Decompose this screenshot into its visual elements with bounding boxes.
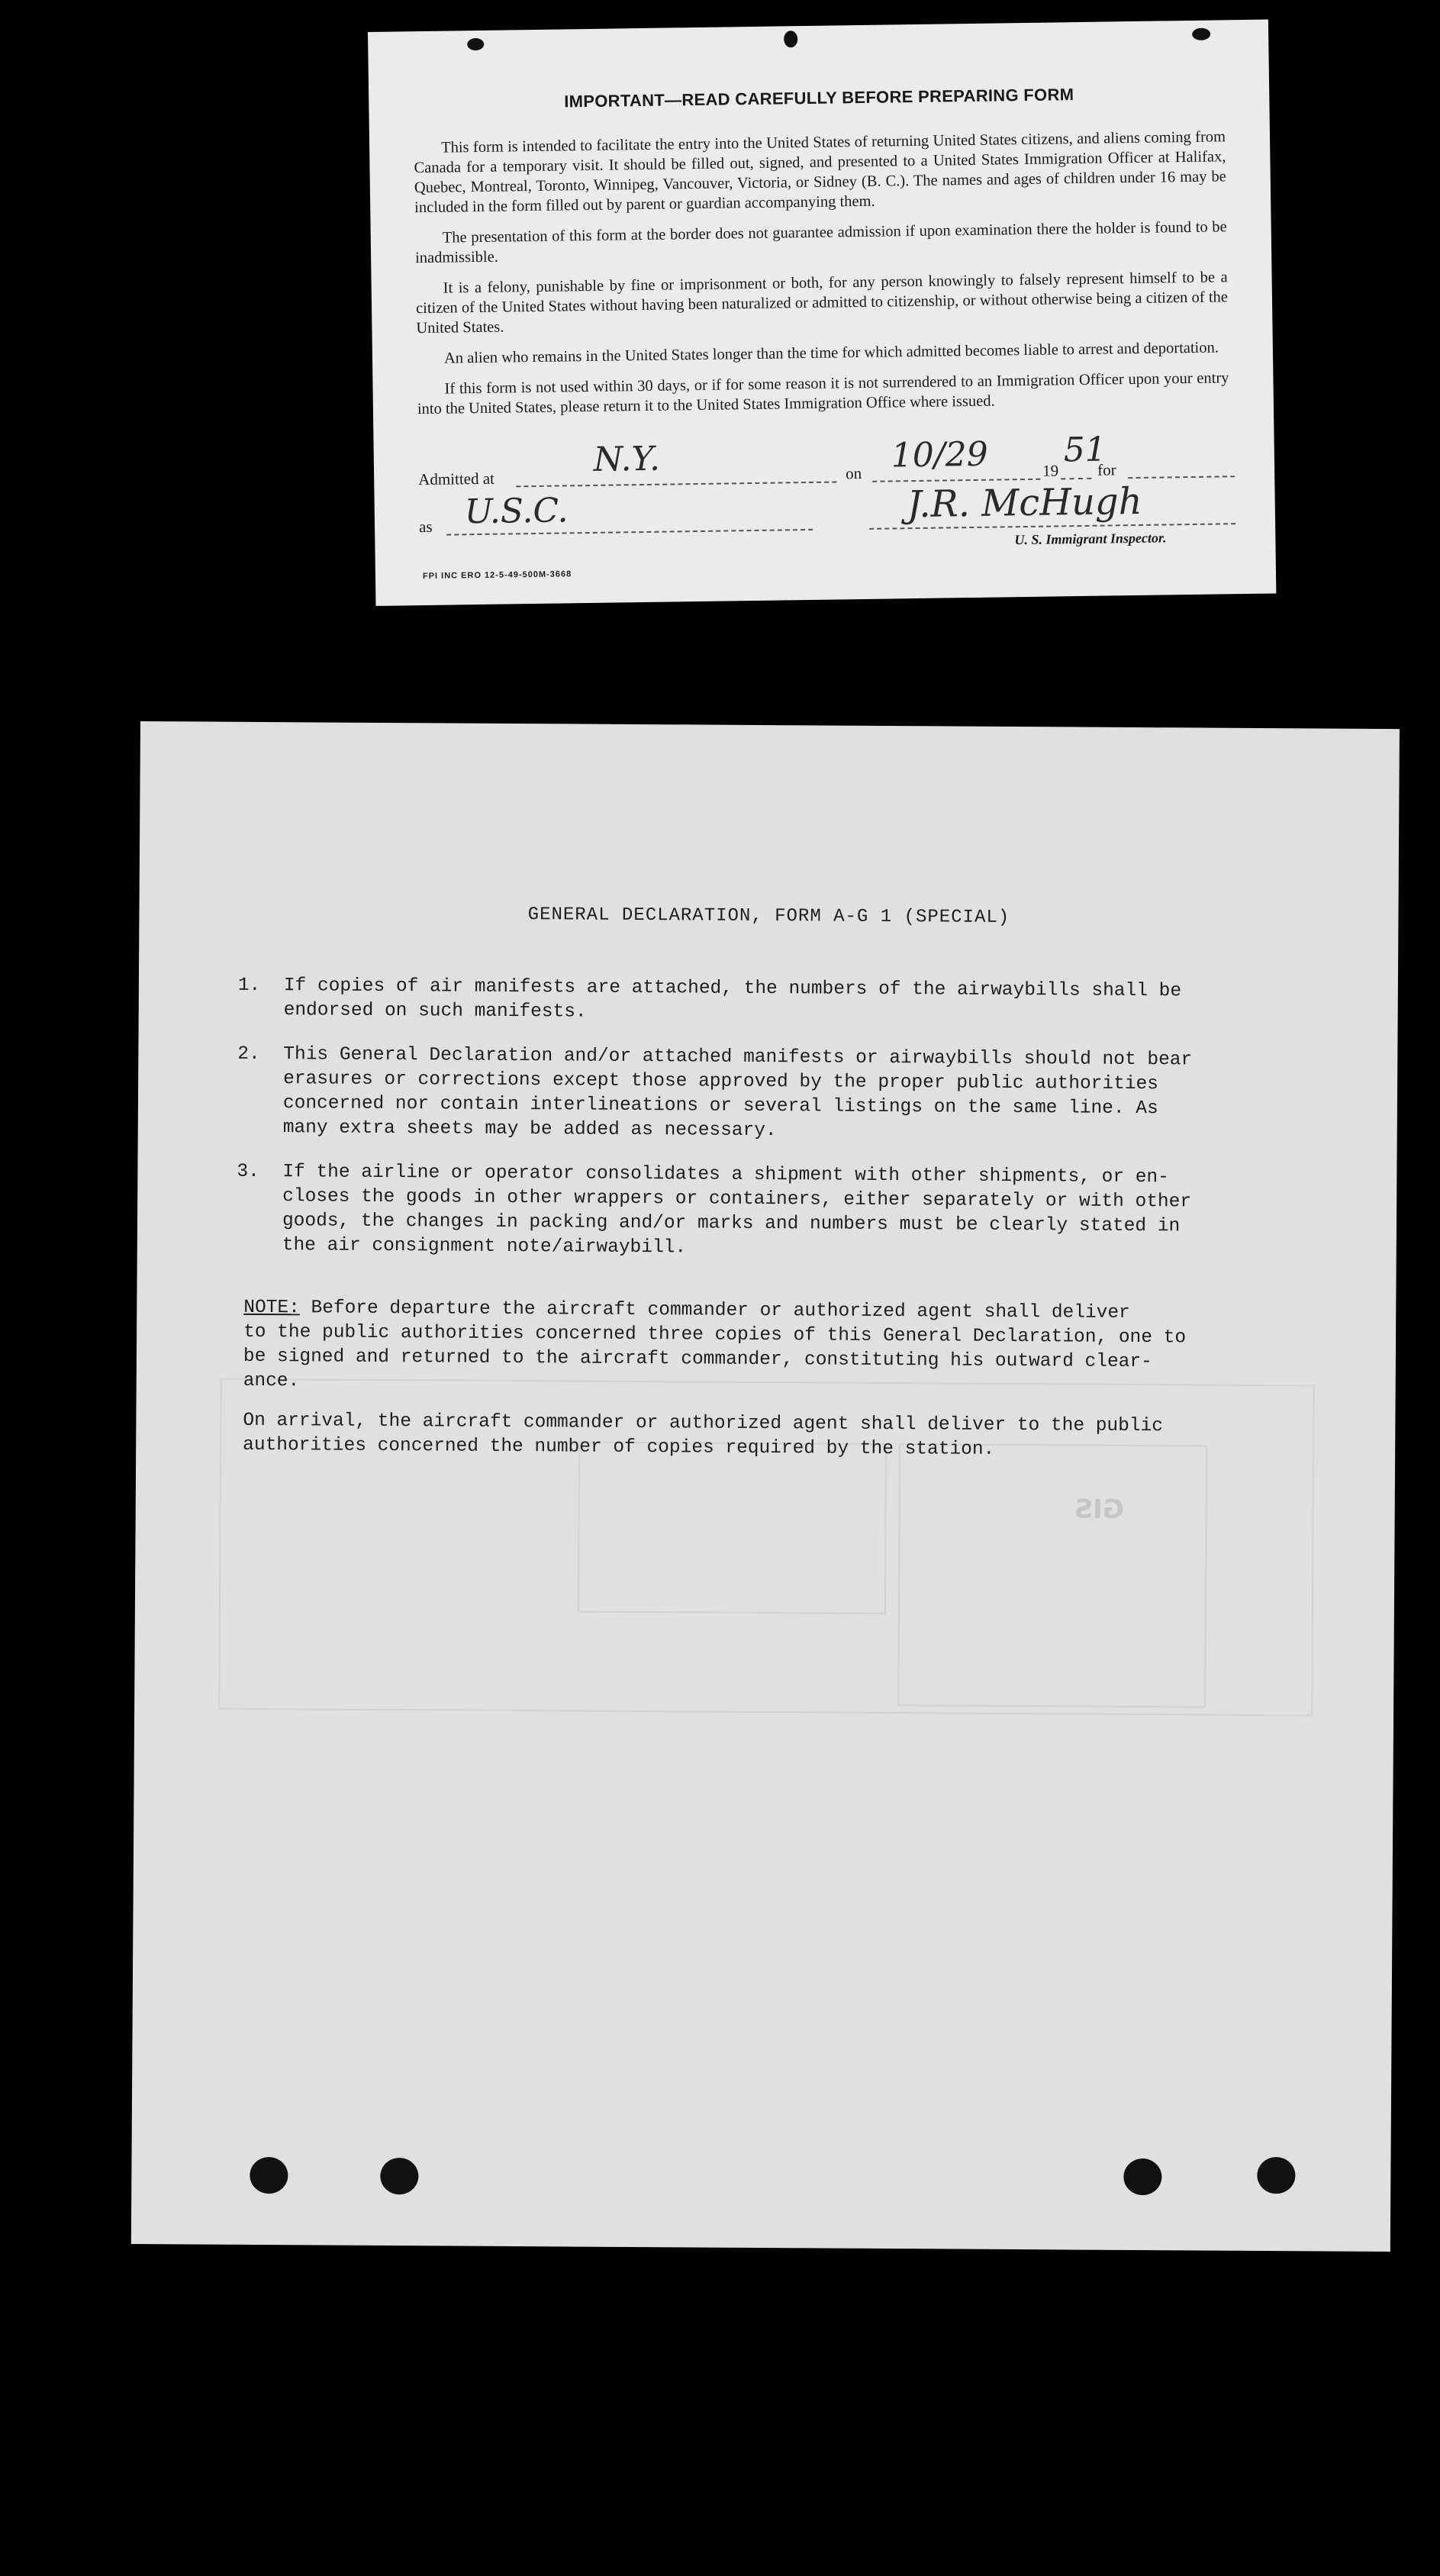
list-item — [237, 1160, 1268, 1264]
item-text: If the airline or operator consolidates a shipment with other shipments, or en- closes the goods in other wrappers or containers, either separately or with other goods, the changes in packing and/or marks and numbers must be clearly stated in the air consignment note/airwaybill. — [282, 1162, 1192, 1259]
list-item — [238, 974, 1268, 1029]
declaration-title: GENERAL DECLARATION, FORM A-G 1 (SPECIAL) — [527, 904, 1010, 928]
item-text: This General Declaration and/or attached manifests or airwaybills should not bear erasures or corrections except those approved by the proper public authorities concerned nor contain interlineations or several listings on the same line. As many extra sheets may be added as necessary. — [282, 1044, 1193, 1142]
arrival-paragraph: On arrival, the aircraft commander or authorized agent shall deliver to the public authorities concerned the number of copies required by the station. — [243, 1410, 1164, 1460]
admitted-at-line — [516, 481, 836, 487]
punch-hole — [1123, 2158, 1161, 2195]
instruction-paragraph: If this form is not used within 30 days, or if for some reason it is not surrendered to an Immigration Officer upon your entry into the United States, please return it to the United States Immigration Office where issued. — [417, 369, 1229, 418]
as-value: U.S.C. — [464, 491, 569, 532]
year-prefix: 19 — [1042, 461, 1059, 480]
punch-hole — [1257, 2157, 1295, 2194]
card-title: IMPORTANT—READ CAREFULLY BEFORE PREPARING FORM — [564, 85, 1074, 111]
punch-hole — [784, 31, 797, 47]
card-instructions — [414, 127, 1229, 430]
year-value: 51 — [1063, 430, 1107, 470]
on-label: on — [845, 464, 862, 483]
item-number: 3. — [237, 1161, 259, 1182]
item-text: If copies of air manifests are attached, the numbers of the airwaybills shall be endorsed on such manifests. — [283, 975, 1182, 1023]
punch-hole — [467, 38, 484, 50]
inspector-label: U. S. Immigrant Inspector. — [1014, 530, 1167, 548]
item-number: 2. — [237, 1043, 260, 1065]
list-item — [237, 1043, 1268, 1146]
instruction-paragraph: This form is intended to facilitate the entry into the United States of returning United States citizens, and aliens coming from Canada for a temporary visit. It should be filled out, signed, and presented to a United States Immigration Officer at Halifax, Quebec, Montreal, Toronto, Winnipeg, Vancouver, Victoria, or Sidney (B. C.). The names and ages of children under 16 may be included in the form filled out by parent or guardian accompanying them. — [414, 128, 1226, 217]
date-value: 10/29 — [891, 434, 988, 476]
note-paragraph — [243, 1296, 1290, 1400]
admitted-at-value: N.Y. — [593, 439, 661, 479]
print-code: FPI INC ERO 12-5-49-500M-3668 — [422, 569, 572, 582]
note-label: NOTE: — [243, 1297, 300, 1319]
year-line — [1061, 478, 1091, 480]
immigration-card — [368, 20, 1276, 606]
punch-hole — [380, 2158, 418, 2194]
inspector-signature: J.R. McHugh — [907, 479, 1142, 527]
punch-hole — [1192, 28, 1210, 40]
bleed-through-box — [578, 1442, 887, 1614]
admitted-at-label: Admitted at — [418, 469, 495, 489]
punch-hole — [250, 2157, 288, 2194]
instruction-paragraph: It is a felony, punishable by fine or imprisonment or both, for any person knowingly to falsely represent himself to be a citizen of the United States without having been naturalized or admitted to citizenship, or without otherwise being a citizen of the United States. — [415, 269, 1229, 337]
bleed-through-box — [897, 1443, 1207, 1707]
as-label: as — [418, 517, 433, 537]
note-text: Before departure the aircraft commander or authorized agent shall deliver to the public authorities concerned three copies of this General Declaration, one to be signed and returned to the aircraft commander, constituting his outward clear- ance. — [243, 1298, 1187, 1392]
general-declaration-sheet — [131, 721, 1400, 2252]
for-line — [1128, 476, 1235, 479]
instruction-paragraph: An alien who remains in the United States longer than the time for which admitted becomes liable to arrest and deportation. — [443, 339, 1219, 367]
item-number: 1. — [237, 975, 261, 996]
admission-fields — [418, 430, 1231, 554]
bleed-through-mark: GIS — [1074, 1494, 1124, 1525]
for-label: for — [1097, 460, 1116, 479]
instruction-paragraph: The presentation of this form at the border does not guarantee admission if upon examination there the holder is found to be inadmissible. — [414, 218, 1227, 267]
